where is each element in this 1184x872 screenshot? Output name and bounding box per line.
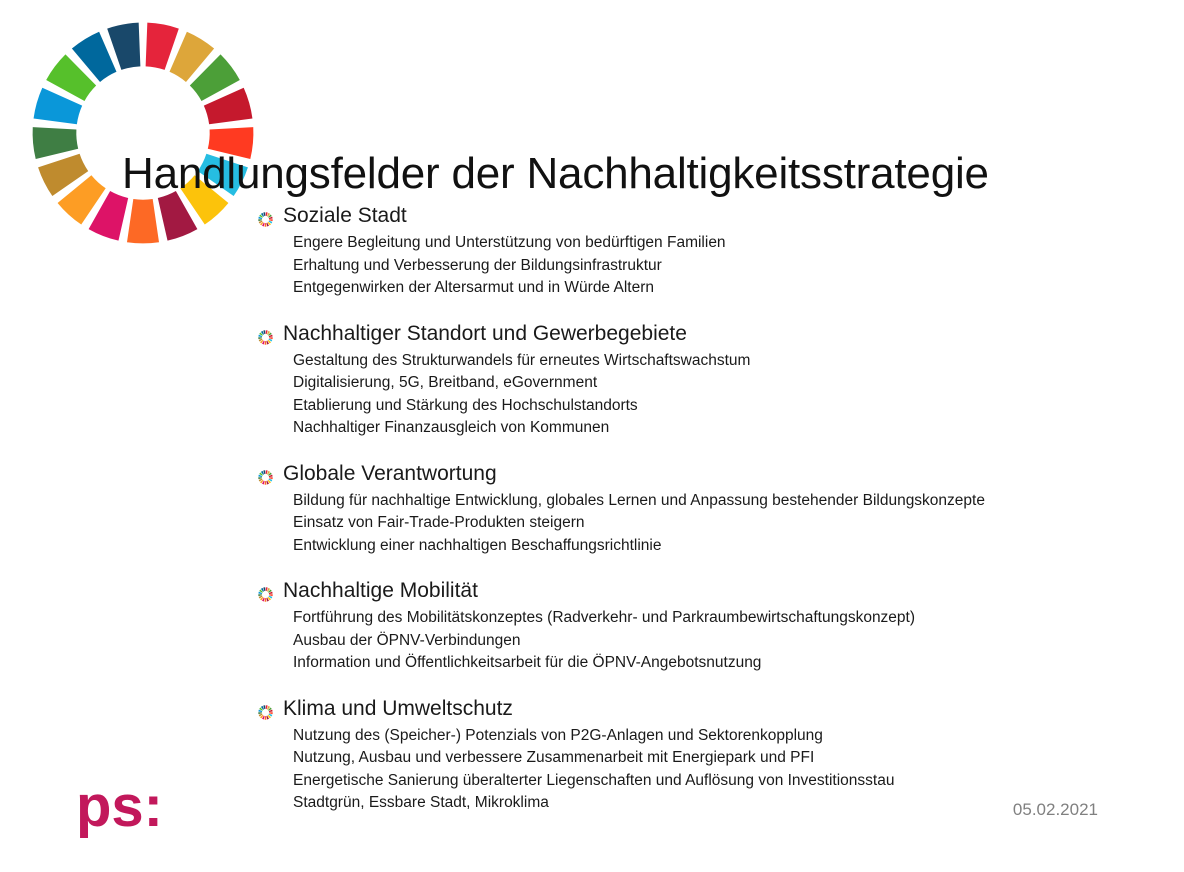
slide-date: 05.02.2021 [1012,800,1098,819]
list-item: Nutzung, Ausbau und verbessere Zusammenarbeit mit Energiepark und PFI [293,749,815,766]
list-item: Stadtgrün, Essbare Stadt, Mikroklima [293,794,549,811]
section-header [258,696,1158,722]
sdg-bullet-icon [258,212,273,227]
section-title: Globale Verantwortung [283,461,497,485]
sdg-bullet-icon [258,470,273,485]
section-item-list [293,490,1158,558]
list-item: Entgegenwirken der Altersarmut und in Würde Altern [293,279,654,296]
section-header [258,578,1158,604]
section-header [258,461,1158,487]
list-item: Fortführung des Mobilitätskonzeptes (Radverkehr- und Parkraumbewirtschaftungskonzept) [293,609,916,626]
sdg-bullet-icon [258,330,273,345]
list-item: Entwicklung einer nachhaltigen Beschaffungsrichtlinie [293,536,662,554]
section-globale-verantwortung [258,461,1158,558]
section-nachhaltige-mobilitaet [258,578,1158,675]
list-item: Gestaltung des Strukturwandels für erneutes Wirtschaftswachstum [293,351,751,369]
section-title: Nachhaltige Mobilität [283,579,478,602]
list-item: Information und Öffentlichkeitsarbeit für die ÖPNV-Angebotsnutzung [293,654,762,671]
section-item-list [293,350,1158,440]
sdg-bullet-icon [258,587,273,602]
section-nachhaltiger-standort [258,321,1158,440]
section-header [258,321,1158,347]
page-title: Handlungsfelder der Nachhaltigkeitsstrategie [122,149,989,199]
section-item-list [293,232,1158,300]
ps-logo [76,778,172,840]
svg-text:ps:: ps: [76,778,163,839]
sdg-wheel-logo [28,18,258,248]
list-item: Digitalisierung, 5G, Breitband, eGovernment [293,374,598,391]
list-item: Einsatz von Fair-Trade-Produkten steigern [293,514,585,531]
list-item: Nutzung des (Speicher-) Potenzials von P2G-Anlagen und Sektorenkopplung [293,726,823,744]
section-title: Soziale Stadt [283,204,407,227]
list-item: Bildung für nachhaltige Entwicklung, globales Lernen und Anpassung bestehender Bildungskonzepte [293,491,985,509]
list-item: Nachhaltiger Finanzausgleich von Kommunen [293,419,610,436]
section-soziale-stadt [258,203,1158,300]
sdg-bullet-icon [258,705,273,720]
section-title: Klima und Umweltschutz [283,696,513,720]
list-item: Ausbau der ÖPNV-Verbindungen [293,631,521,649]
list-item: Energetische Sanierung überalterter Liegenschaften und Auflösung von Investitionsstau [293,771,895,789]
section-klima-und-umweltschutz [258,696,1158,815]
section-title: Nachhaltiger Standort und Gewerbegebiete [283,321,687,345]
content-area [258,203,1158,815]
list-item: Etablierung und Stärkung des Hochschulstandorts [293,396,638,414]
section-item-list [293,607,1158,675]
section-header [258,203,1158,229]
list-item: Erhaltung und Verbesserung der Bildungsinfrastruktur [293,256,662,274]
list-item: Engere Begleitung und Unterstützung von bedürftigen Familien [293,234,726,251]
